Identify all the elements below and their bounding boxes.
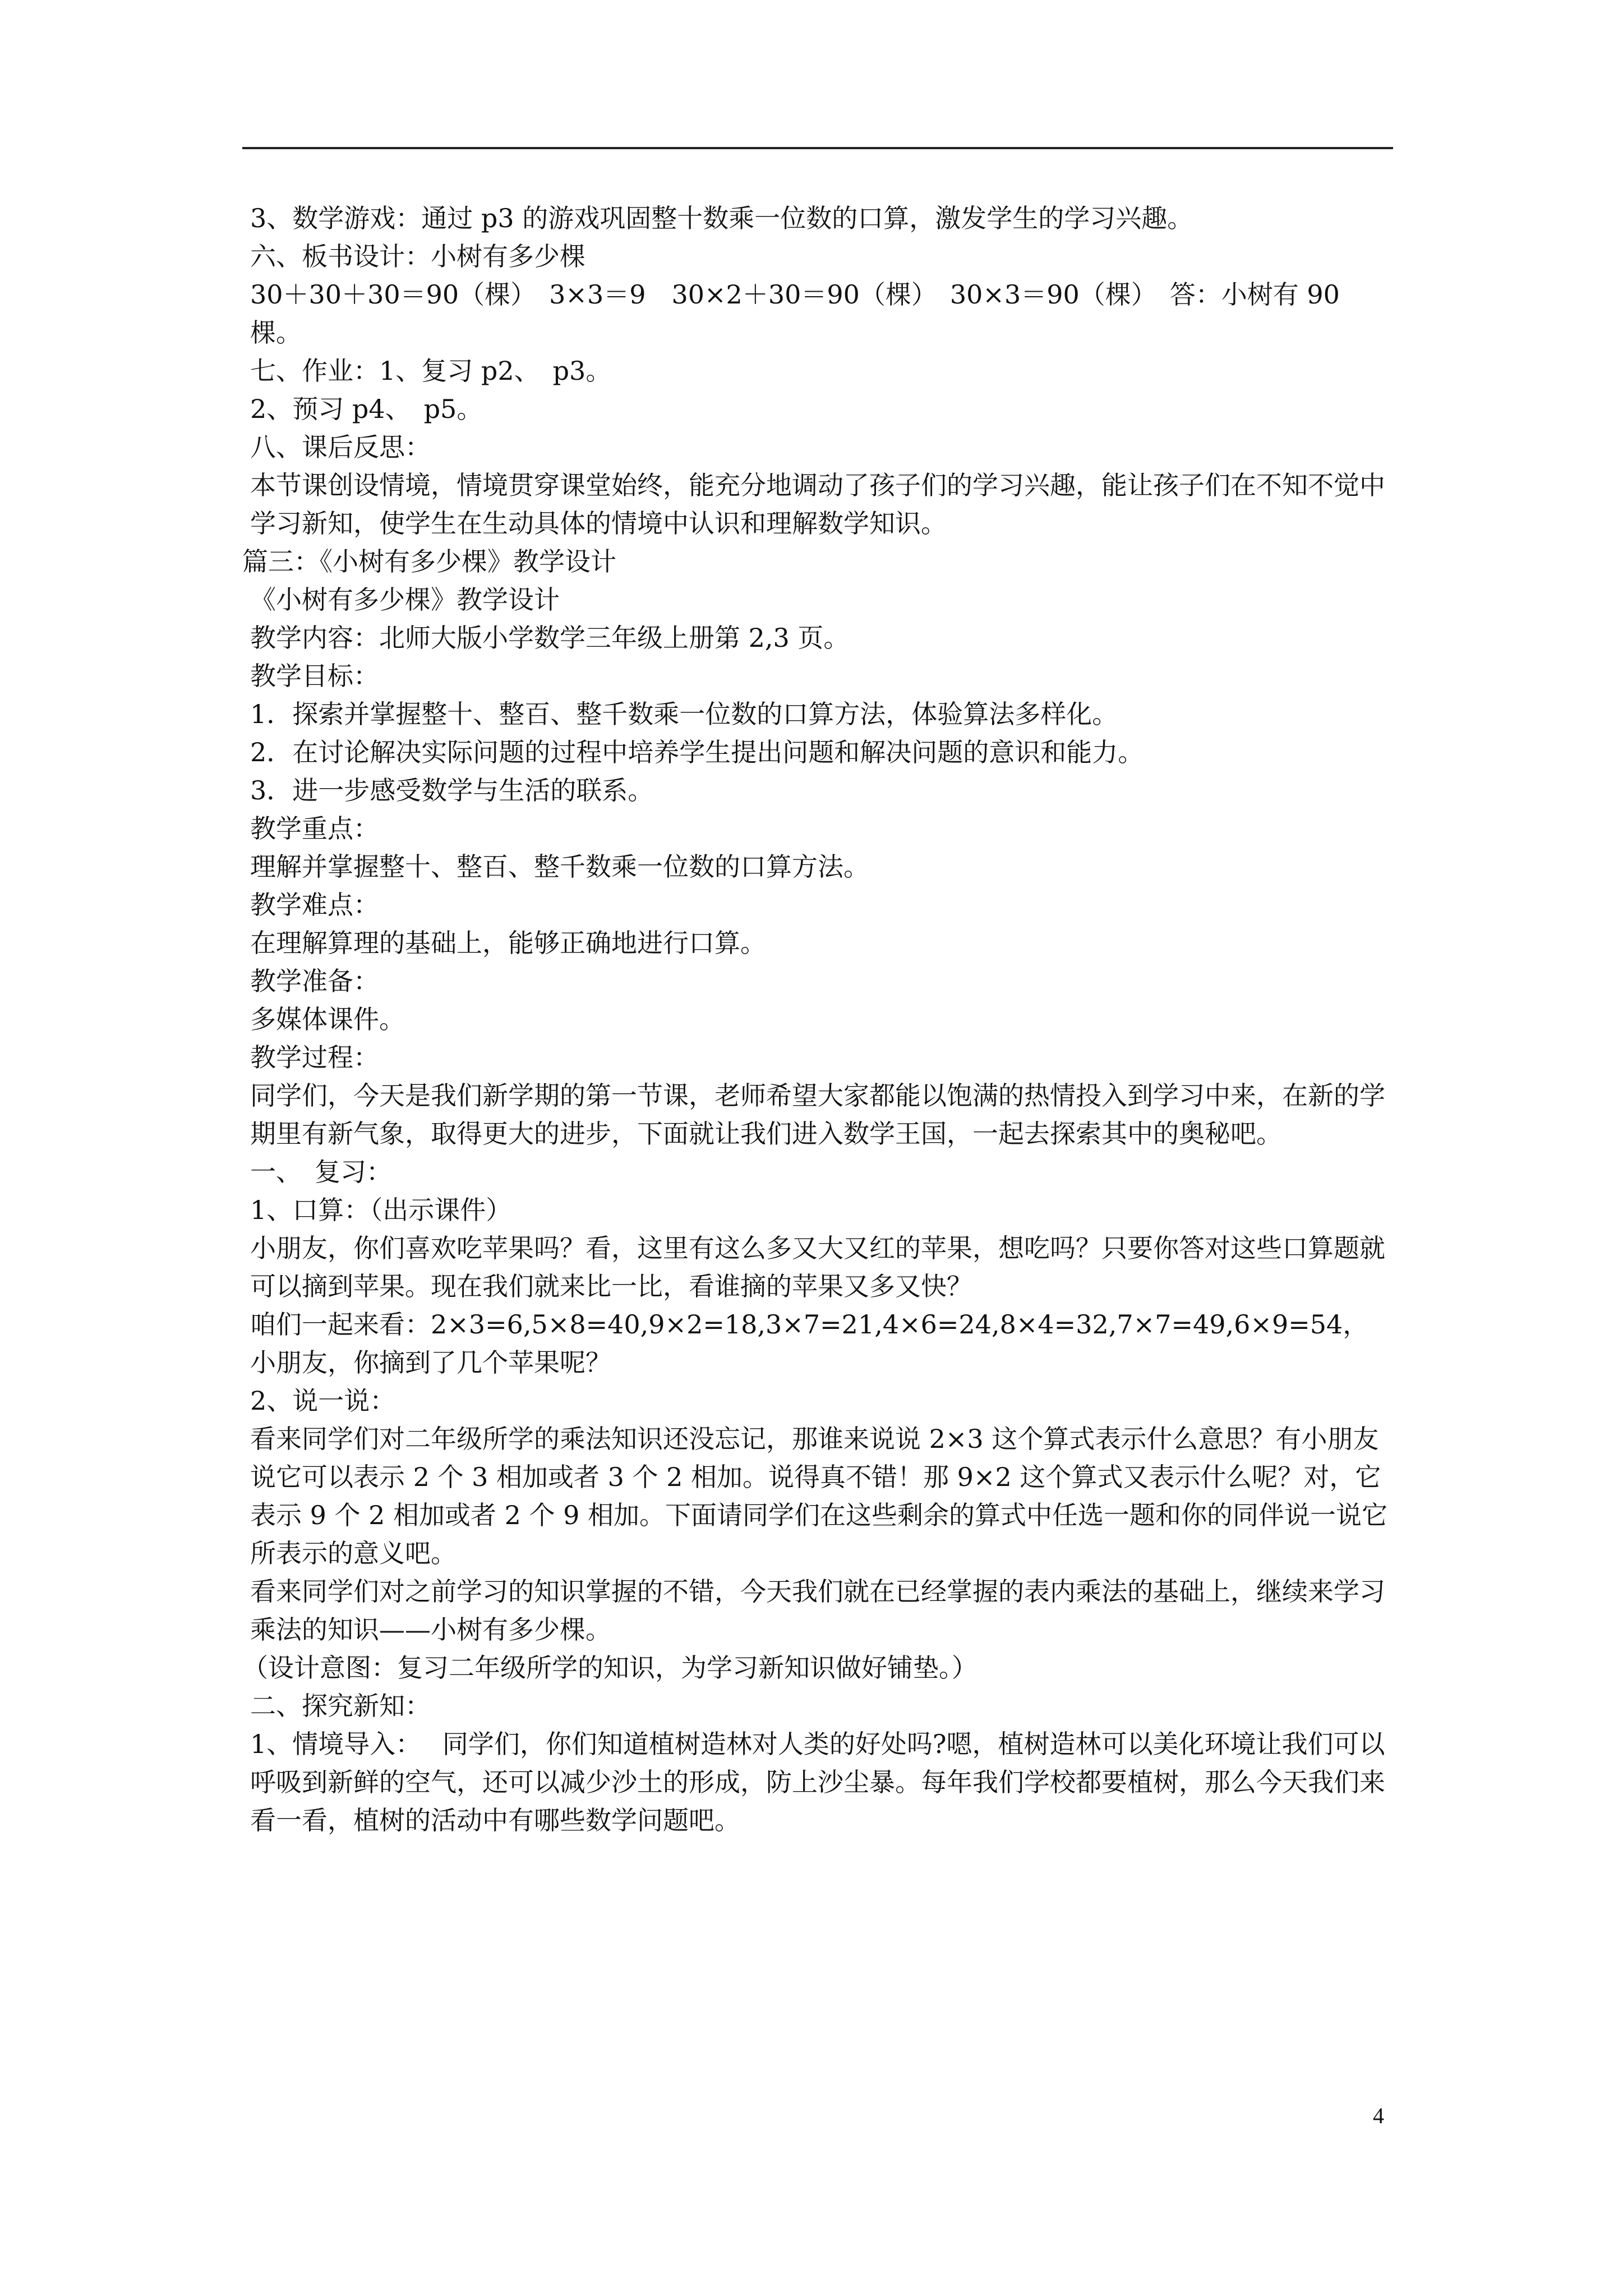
goal-item-2: 2．在讨论解决实际问题的过程中培养学生提出问题和解决问题的意识和能力。 <box>250 737 1144 767</box>
paragraph-reflection: 本节课创设情境，情境贯穿课堂始终，能充分地调动了孩子们的学习兴趣，能让孩子们在不知不觉中学习新知，使学生在生动具体的情境中认识和理解数学知识。 <box>250 470 1385 539</box>
paragraph-key-points: 理解并掌握整十、整百、整千数乘一位数的口算方法。 <box>250 852 869 882</box>
subheading-say-it: 2、说一说： <box>250 1386 396 1416</box>
page-number: 4 <box>1373 2103 1384 2128</box>
heading-reflection: 八、课后反思： <box>250 432 431 462</box>
paragraph-design-intent: （设计意图：复习二年级所学的知识，为学习新知识做好铺垫。） <box>242 1653 978 1683</box>
paragraph-teaching-content: 教学内容：北师大版小学数学三年级上册第 2,3 页。 <box>250 623 850 653</box>
heading-preparation: 教学准备： <box>250 966 379 996</box>
paragraph-apples: 小朋友，你们喜欢吃苹果吗？看，这里有这么多又大又红的苹果，想吃吗？只要你答对这些口算题就可以摘到苹果。现在我们就来比一比，看谁摘的苹果又多又快？ <box>250 1233 1385 1301</box>
goal-item-1: 1．探索并掌握整十、整百、整千数乘一位数的口算方法，体验算法多样化。 <box>250 699 1118 729</box>
heading-board-design: 六、板书设计：小树有多少棵 <box>250 241 585 272</box>
heading-difficulties: 教学难点： <box>250 890 379 920</box>
heading-review: 一、 复习： <box>250 1157 392 1187</box>
document-title: 《小树有多少棵》教学设计 <box>250 585 560 615</box>
paragraph-calculations: 咱们一起来看：2×3=6,5×8=40,9×2=18,3×7=21,4×6=24,8×4=32,7×7=49,6×9=54，小朋友，你摘到了几个苹果呢？ <box>250 1309 1369 1378</box>
heading-homework: 七、作业：1、复习 p2、 p3。 <box>250 356 612 386</box>
document-body <box>242 199 1393 1839</box>
paragraph-difficulties: 在理解算理的基础上，能够正确地进行口算。 <box>250 928 766 958</box>
paragraph-introduction: 同学们，今天是我们新学期的第一节课，老师希望大家都能以饱满的热情投入到学习中来，在新的学期里有新气象，取得更大的进步，下面就让我们进入数学王国，一起去探索其中的奥秘吧。 <box>250 1080 1385 1149</box>
heading-process: 教学过程： <box>250 1042 379 1073</box>
paragraph-homework-preview: 2、预习 p4、 p5。 <box>250 394 483 424</box>
paragraph-board-equations: 30＋30＋30＝90（棵） 3×3＝9 30×2＋30＝90（棵） 30×3＝90（棵） 答：小树有 90 棵。 <box>250 279 1340 348</box>
paragraph-transition: 看来同学们对之前学习的知识掌握的不错，今天我们就在已经掌握的表内乘法的基础上，继续来学习乘法的知识——小树有多少棵。 <box>250 1576 1385 1645</box>
section-title-part-three: 篇三：《小树有多少棵》教学设计 <box>242 546 616 577</box>
header-rule <box>242 147 1393 149</box>
heading-teaching-goals: 教学目标： <box>250 661 379 691</box>
heading-key-points: 教学重点： <box>250 813 379 844</box>
paragraph-preparation: 多媒体课件。 <box>250 1004 405 1034</box>
paragraph-scenario: 1、情境导入： 同学们，你们知道植树造林对人类的好处吗?嗯，植树造林可以美化环境让我们可以呼吸到新鲜的空气，还可以减少沙土的形成，防上沙尘暴。每年我们学校都要植树，那么今天我们来看一看，植树的活动中有哪些数学问题吧。 <box>250 1729 1385 1835</box>
subheading-oral-calculation: 1、口算：（出示课件） <box>250 1195 512 1225</box>
paragraph-math-game: 3、数学游戏：通过 p3 的游戏巩固整十数乘一位数的口算，激发学生的学习兴趣。 <box>250 203 1193 233</box>
goal-item-3: 3．进一步感受数学与生活的联系。 <box>250 775 654 806</box>
heading-explore: 二、探究新知： <box>250 1691 431 1721</box>
paragraph-multiplication-meaning: 看来同学们对二年级所学的乘法知识还没忘记，那谁来说说 2×3 这个算式表示什么意思？有小朋友说它可以表示 2 个 3 相加或者 3 个 2 相加。说得真不错！那 9×2 这个算式又表示什么呢？对，它表示 9 个 2 相加或者 2 个 9 相加。下面请同学们在这些剩余的算式中任选一题和你的同伴说一说它所表示的意义吧。 <box>250 1424 1388 1568</box>
